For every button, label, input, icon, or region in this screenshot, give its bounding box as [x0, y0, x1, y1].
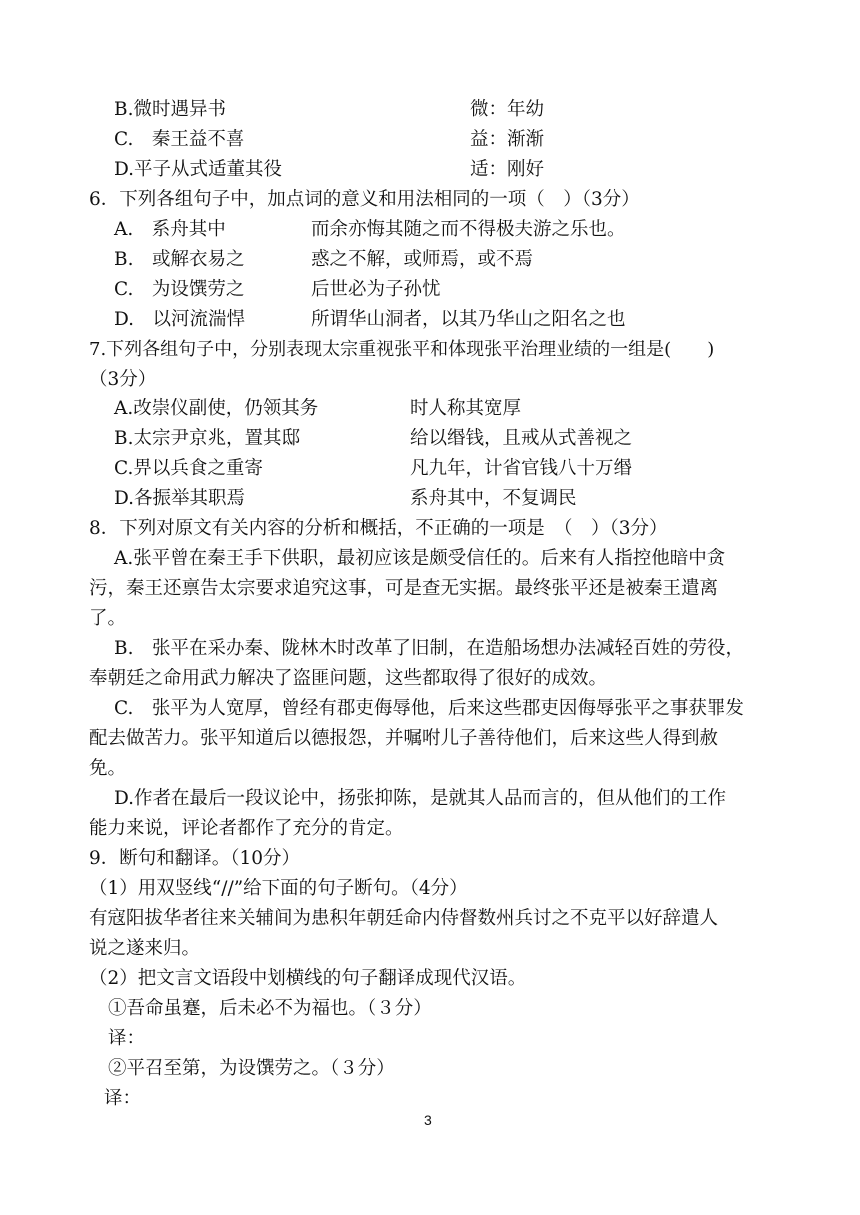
question-7-score: （3分） — [89, 369, 157, 390]
option-a-q8-line3: 了。 — [89, 608, 127, 629]
option-c-q6-compare: 后世必为子孙忧 — [311, 279, 441, 300]
option-b-q6: B. 或解衣易之 — [114, 249, 245, 270]
question-9-answer-1-label: 译： — [108, 1028, 146, 1049]
option-b-q5-gloss: 微：年幼 — [470, 99, 545, 120]
question-8: 8．下列对原文有关内容的分析和概括，不正确的一项是 （ ）（3分） — [89, 518, 668, 539]
option-b-q8-line2: 奉朝廷之命用武力解决了盗匪问题，这些都取得了很好的成效。 — [89, 668, 608, 689]
question-9-answer-2-label: 译： — [104, 1088, 142, 1109]
option-b-q6-compare: 惑之不解，或师焉，或不焉 — [311, 249, 534, 270]
option-c-q7: C.畀以兵食之重寄 — [114, 458, 263, 479]
option-b-q7-right: 给以缗钱，且戒从式善视之 — [410, 428, 633, 449]
option-a-q7-right: 时人称其宽厚 — [410, 398, 522, 419]
option-d-q8-line1: D.作者在最后一段议论中，扬张抑陈，是就其人品而言的，但从他们的工作 — [114, 788, 727, 809]
question-9-passage-line2: 说之遂来归。 — [89, 938, 201, 959]
option-a-q8-line1: A.张平曾在秦王手下供职，最初应该是颇受信任的。后来有人指控他暗中贪 — [114, 548, 726, 569]
option-d-q7: D.各振举其职焉 — [114, 488, 246, 509]
option-c-q6: C. 为设馔劳之 — [114, 279, 245, 300]
option-c-q7-right: 凡九年，计省官钱八十万缗 — [410, 458, 633, 479]
option-a-q7: A.改崇仪副使，仍领其务 — [114, 398, 319, 419]
question-9-part-1: （1）用双竖线“//”给下面的句子断句。（4分） — [89, 878, 468, 899]
option-b-q5-text: B.微时遇异书 — [114, 99, 226, 120]
option-d-q5: D.平子从式适董其役 — [114, 159, 283, 180]
option-b-q8-line1: B. 张平在采办秦、陇林木时改革了旧制，在造船场想办法减轻百姓的劳役， — [114, 638, 744, 659]
option-a-q6: A. 系舟其中 — [114, 219, 226, 240]
option-d-q5-gloss: 适：刚好 — [470, 159, 545, 180]
option-a-q6-compare: 而余亦悔其随之而不得极夫游之乐也。 — [311, 219, 626, 240]
question-9: 9．断句和翻译。（10分） — [89, 848, 301, 869]
question-7: 7.下列各组句子中，分别表现太宗重视张平和体现张平治理业绩的一组是( ) — [89, 339, 715, 360]
option-d-q8-line2: 能力来说，评论者都作了充分的肯定。 — [89, 818, 404, 839]
question-9-sentence-1: ①吾命虽蹇，后未必不为福也。（３分） — [108, 998, 432, 1019]
option-c-q8-line1: C. 张平为人宽厚，曾经有郡吏侮辱他，后来这些郡吏因侮辱张平之事获罪发 — [114, 698, 744, 719]
option-c-q5: C. 秦王益不喜 — [114, 129, 245, 150]
option-c-q8-line2: 配去做苦力。张平知道后以德报怨，并嘱咐儿子善待他们，后来这些人得到赦 — [89, 728, 719, 749]
option-d-q7-right: 系舟其中，不复调民 — [410, 488, 577, 509]
question-9-part-2: （2）把文言文语段中划横线的句子翻译成现代汉语。 — [89, 968, 527, 989]
option-b-q5 — [114, 97, 226, 123]
option-b-q7: B.太宗尹京兆，置其邸 — [114, 428, 300, 449]
question-6: 6．下列各组句子中，加点词的意义和用法相同的一项（ ）（3分） — [89, 189, 640, 210]
question-9-passage-line1: 有寇阳拔华者往来关辅间为患积年朝廷命内侍督数州兵讨之不克平以好辞遣人 — [89, 908, 719, 929]
option-d-q6-compare: 所谓华山洞者，以其乃华山之阳名之也 — [311, 309, 626, 330]
question-9-sentence-2: ②平召至第，为设馔劳之。（３分） — [108, 1058, 395, 1079]
option-d-q6: D. 以河流湍悍 — [114, 309, 246, 330]
option-a-q8-line2: 污，秦王还禀告太宗要求追究这事，可是查无实据。最终张平还是被秦王遣离 — [89, 578, 719, 599]
page-number: 3 — [424, 1112, 432, 1128]
option-c-q8-line3: 免。 — [89, 758, 127, 779]
option-c-q5-gloss: 益：渐渐 — [470, 129, 545, 150]
